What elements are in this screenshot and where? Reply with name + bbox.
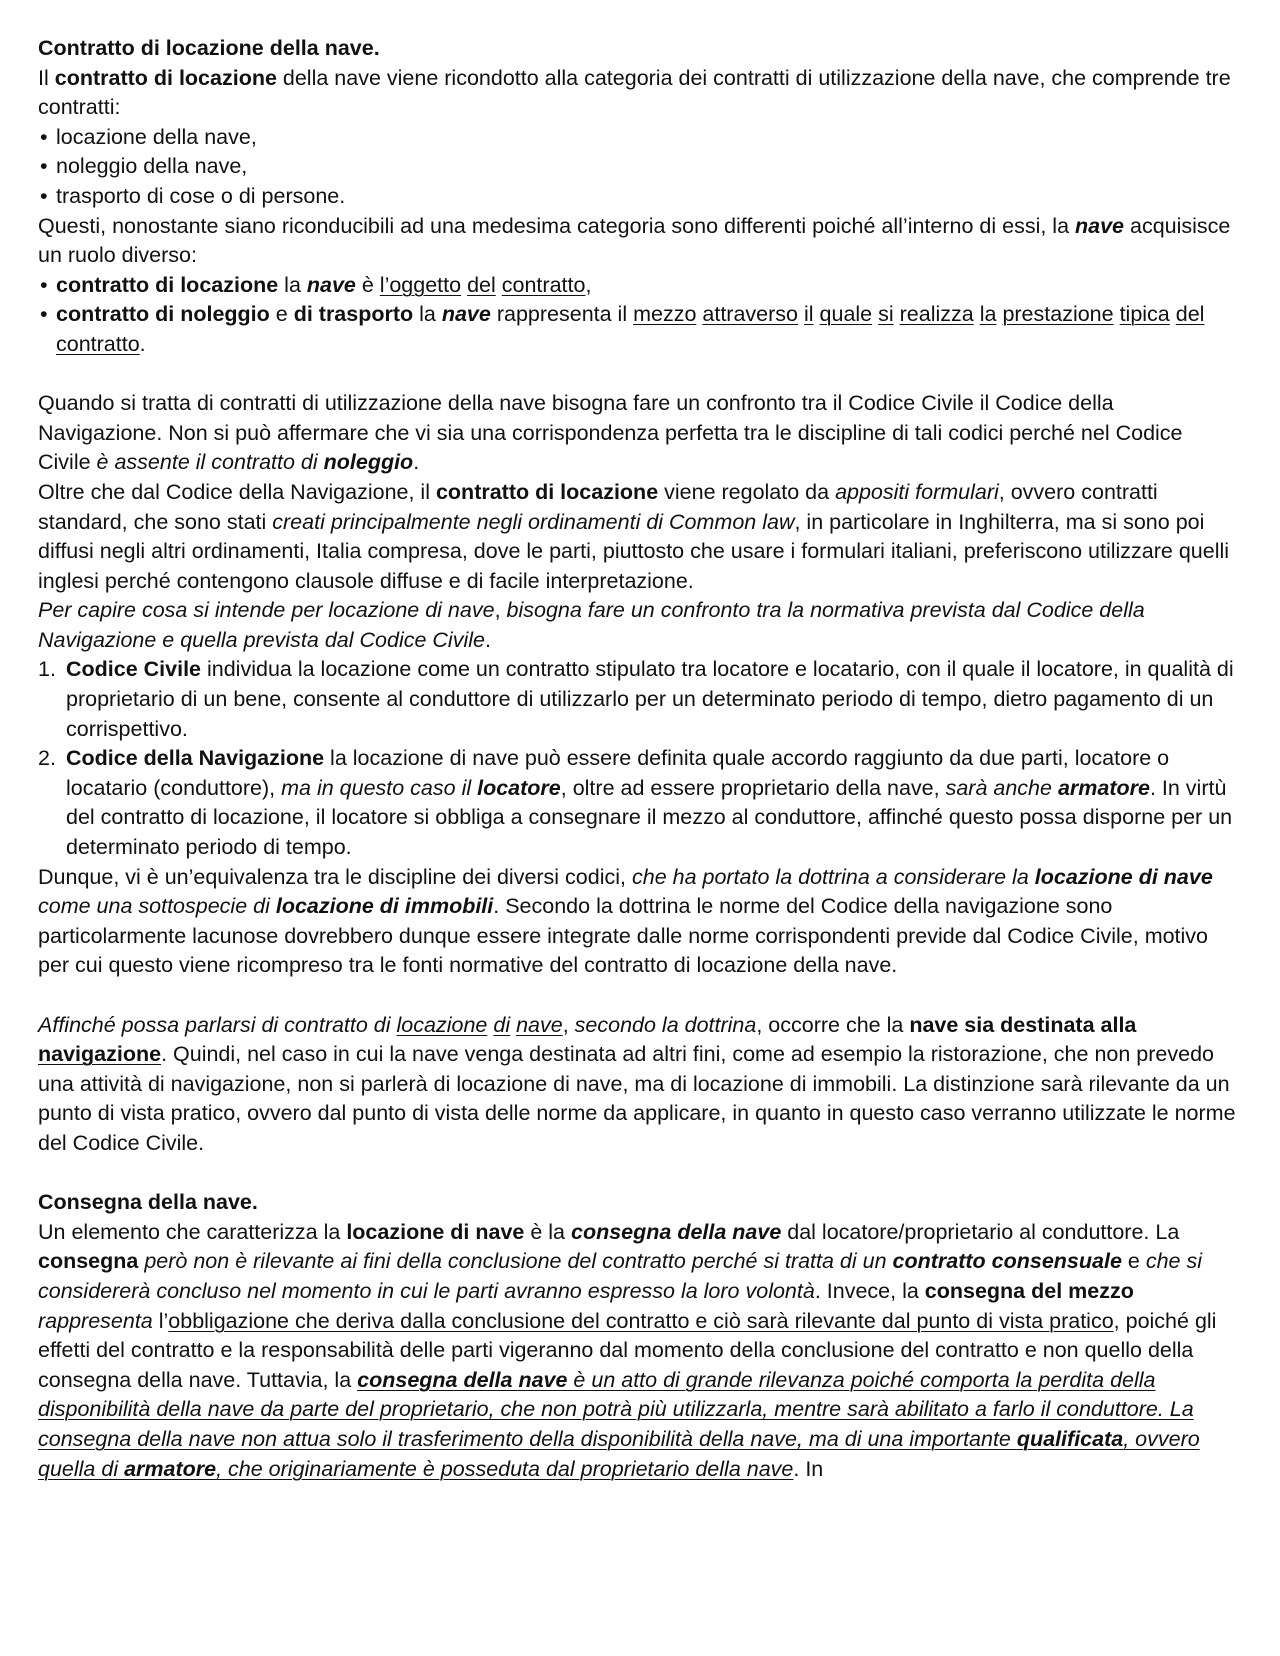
text-run: , <box>494 598 507 623</box>
text-run: individua la locazione come un contratto stipulato tra locatore e locatario, con il quale il locatore, in qualità di proprietario di un bene, consente al conduttore di utilizzarlo per un determinato periodo di tempo, dietro pagamento di un corrispettivo. <box>66 657 1234 741</box>
text-run: la <box>278 272 307 297</box>
paragraph <box>38 863 1240 981</box>
text-run: viene regolato da <box>658 479 836 504</box>
text-run: , poiché gli effetti del contratto e la responsabilità delle parti vigeranno dal momento della conclusione del contratto e non quello della consegna della nave. Tuttavia, la <box>38 1308 1217 1392</box>
text-run: è assente il contratto di <box>96 450 324 475</box>
text-run: e <box>1121 1249 1146 1274</box>
text-run: nave <box>1075 213 1125 238</box>
text-run: si <box>878 302 894 327</box>
text-run: nave <box>516 1012 563 1037</box>
text-run: , in particolare in Inghilterra, ma si sono poi diffusi negli altri ordinamenti, Italia compresa, dove le parti, piuttosto che usare i formulari italiani, preferiscono utilizzare quelli inglesi perché contengono clausole diffuse e di facile interpretazione. <box>38 509 1230 593</box>
text-run: Questi, nonostante siano riconducibili ad una medesima categoria sono differenti poiché all’interno di essi, la <box>38 213 1075 238</box>
text-run: secondo la dottrina <box>574 1012 757 1037</box>
text-run: . <box>139 331 146 356</box>
text-run: Per capire cosa si intende per locazione di nave <box>38 598 495 623</box>
paragraph <box>38 596 1240 655</box>
text-run: Un elemento che caratterizza la <box>38 1219 347 1244</box>
paragraph <box>38 212 1240 271</box>
text-run: , <box>562 1012 575 1037</box>
text-run: acquisisce un ruolo diverso: <box>38 213 1231 268</box>
text-run: appositi formulari <box>835 479 999 504</box>
text-run: però non è rilevante ai fini della conclusione del contratto perché si tratta di un <box>138 1249 893 1274</box>
text-run: locazione di immobili <box>275 894 494 919</box>
text-run: che si considererà concluso nel momento in cui le parti avranno espresso la loro volontà <box>38 1249 1202 1303</box>
text-run: contratto di locazione <box>56 272 279 297</box>
text-run: Consegna della nave. <box>38 1190 258 1215</box>
list-number: 1. <box>38 657 56 682</box>
text-run: rappresenta il <box>490 302 634 327</box>
bullet-item <box>38 271 1240 301</box>
text-run: Contratto di locazione della nave. <box>38 36 380 60</box>
text-run: Dunque, vi è un’equivalenza tra le discipline dei diversi codici, <box>38 864 632 889</box>
text-run: consegna del mezzo <box>924 1278 1134 1303</box>
text-run: Affinché possa parlarsi di contratto di <box>38 1012 397 1037</box>
text-run: l’ <box>152 1308 169 1333</box>
text-run: , oltre ad essere proprietario della nave, <box>560 775 946 800</box>
text-run: quale <box>819 302 873 327</box>
text-run: Codice della Navigazione <box>66 746 325 771</box>
text-run: noleggio <box>323 450 414 475</box>
text-run: , occorre che la <box>756 1012 910 1037</box>
bullet-item <box>38 123 1240 153</box>
text-run: il <box>803 302 814 327</box>
text-run: armatore <box>124 1456 217 1481</box>
text-run: contratto <box>501 272 586 297</box>
text-run: locazione di nave <box>346 1219 525 1244</box>
text-run: creati principalmente negli ordinamenti di Common law <box>272 509 795 534</box>
text-run: dal locatore/proprietario al conduttore. La <box>781 1219 1180 1244</box>
text-run: l’oggetto <box>379 272 462 297</box>
text-run: della nave viene ricondotto alla categoria dei contratti di utilizzazione della nave, che comprende tre contratti: <box>38 65 1231 120</box>
text-run: del <box>1175 302 1205 327</box>
text-run: la <box>413 302 442 327</box>
numbered-item <box>38 655 1240 744</box>
text-run: , <box>585 272 592 297</box>
bullet-item <box>38 300 1240 359</box>
text-run: è un atto di grande rilevanza poiché comporta la perdita della disponibilità della nave da parte del proprietario, che non potrà più utilizzarla, mentre sarà abilitato a farlo il conduttore. La consegna della nave non attua solo il trasferimento della disponibilità della nave, ma di una importante <box>38 1367 1194 1451</box>
paragraph <box>38 64 1240 123</box>
list-number: 2. <box>38 746 56 771</box>
paragraph <box>38 1218 1240 1484</box>
paragraph <box>38 389 1240 478</box>
text-run: la locazione di nave può essere definita quale accordo raggiunto da due parti, locatore o locatario (conduttore), <box>66 746 1170 800</box>
text-run: consegna della nave <box>570 1219 782 1244</box>
text-run: consegna <box>38 1249 139 1274</box>
text-run: realizza <box>899 302 974 327</box>
text-run: la <box>979 302 997 327</box>
text-run: di trasporto <box>293 302 414 327</box>
text-run: armatore <box>1057 775 1150 800</box>
bullet-item <box>38 152 1240 182</box>
bullet-item <box>38 182 1240 212</box>
text-run: di <box>493 1012 511 1037</box>
text-run: noleggio della nave, <box>56 154 248 179</box>
text-run: nave <box>306 272 356 297</box>
paragraph-spacer <box>38 360 1240 390</box>
text-run: . <box>484 627 491 652</box>
text-run: , che originariamente è posseduta dal proprietario della nave <box>216 1456 794 1481</box>
numbered-item <box>38 744 1240 862</box>
text-run: Codice Civile <box>66 657 202 682</box>
text-run: mezzo <box>633 302 697 327</box>
text-run: , ovvero contratti standard, che sono stati <box>38 479 1158 534</box>
text-run: Oltre che dal Codice della Navigazione, il <box>38 479 436 504</box>
text-run: . Invece, la <box>814 1278 925 1303</box>
text-run: prestazione <box>1002 302 1114 327</box>
paragraph-spacer <box>38 981 1240 1011</box>
text-run: contratto di locazione <box>54 65 277 90</box>
text-run: . In <box>793 1456 824 1481</box>
text-run: Il <box>38 65 55 90</box>
text-run: , ovvero quella di <box>38 1426 1200 1481</box>
text-run: obbligazione che deriva dalla conclusione del contratto e ciò sarà rilevante dal punto di vista pratico <box>168 1308 1114 1333</box>
paragraph <box>38 478 1240 596</box>
text-run: come una sottospecie di <box>38 894 276 919</box>
text-run: . Quindi, nel caso in cui la nave venga destinata ad altri fini, come ad esempio la ristorazione, che non prevedo una attività di navigazione, non si parlerà di locazione di nave, ma di locazione di immobili. La distinzione sarà rilevante da un punto di vista pratico, ovvero dal punto di vista delle norme da applicare, in quanto in questo caso verranno utilizzate le norme del Codice Civile. <box>38 1042 1236 1155</box>
text-run: . In virtù del contratto di locazione, il locatore si obbliga a consegnare il mezzo al conduttore, affinché questo possa disporne per un determinato periodo di tempo. <box>66 775 1233 860</box>
text-run: . <box>413 450 420 475</box>
paragraph-spacer <box>38 1159 1240 1189</box>
text-run: e <box>269 302 294 327</box>
text-run: locatore <box>477 775 561 800</box>
text-run: è la <box>524 1219 571 1244</box>
text-run: nave <box>441 302 491 327</box>
text-run: consegna della nave <box>357 1367 568 1392</box>
text-run: locazione della nave, <box>56 124 257 149</box>
text-run: tipica <box>1119 302 1170 327</box>
text-run: sarà anche <box>945 775 1058 800</box>
text-run: che ha portato la dottrina a considerare la <box>631 864 1035 889</box>
text-run: locazione di nave <box>1034 864 1213 889</box>
text-run: Quando si tratta di contratti di utilizzazione della nave bisogna fare un confronto tra il Codice Civile il Codice della Navigazione. Non si può affermare che vi sia una corrispondenza perfetta tra le discipline di tali codici perché nel Codice Civile <box>38 391 1183 475</box>
text-run: . Secondo la dottrina le norme del Codice della navigazione sono particolarmente lacunose dovrebbero dunque essere integrate dalle norme corrispondenti previde dal Codice Civile, motivo per cui questo viene ricompreso tra le fonti normative del contratto di locazione della nave. <box>38 894 1209 978</box>
text-run: attraverso <box>702 302 798 327</box>
text-run: contratto di noleggio <box>56 302 270 327</box>
paragraph <box>38 34 1240 64</box>
text-run: rappresenta <box>38 1308 153 1333</box>
text-run: è <box>355 272 380 297</box>
text-run: contratto consensuale <box>892 1249 1122 1274</box>
text-run: contratto di locazione <box>435 479 659 504</box>
text-run: navigazione <box>38 1042 162 1067</box>
text-run: bisogna fare un confronto tra la normativa prevista dal Codice della Navigazione e quella prevista dal Codice Civile <box>38 598 1145 652</box>
text-run: qualificata <box>1016 1426 1124 1451</box>
text-run: del <box>467 272 496 297</box>
text-run: contratto <box>56 331 140 356</box>
text-run: nave sia destinata alla <box>909 1012 1137 1037</box>
paragraph <box>38 1188 1240 1218</box>
text-run: trasporto di cose o di persone. <box>56 183 346 208</box>
text-run: locazione <box>396 1012 488 1037</box>
text-run: ma in questo caso il <box>281 775 478 800</box>
paragraph <box>38 1011 1240 1159</box>
